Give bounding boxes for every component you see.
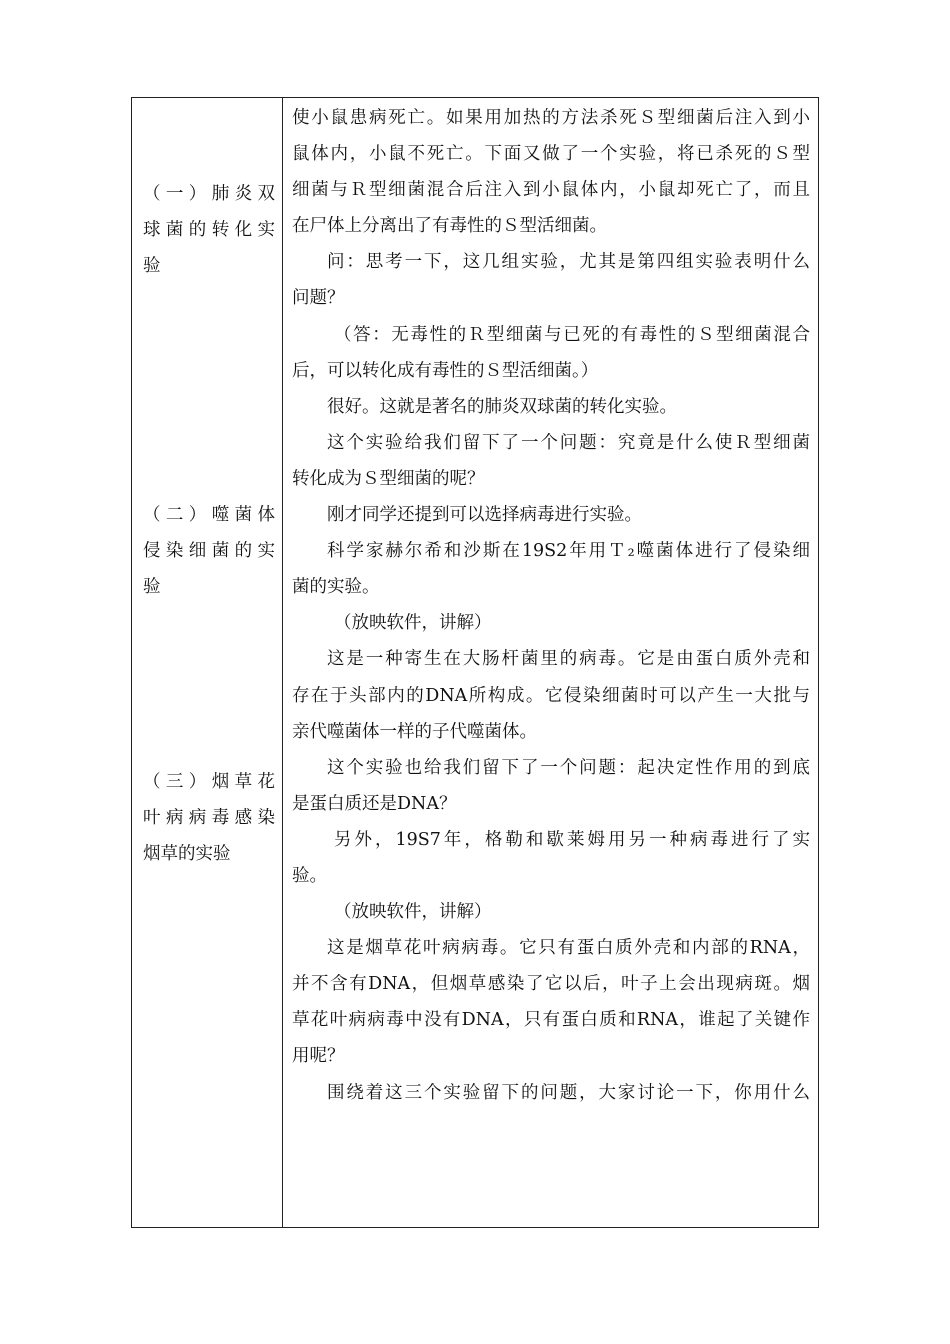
section-label-bacteriophage (143, 497, 275, 605)
text-line: 围绕着这三个实验留下的问题，大家讨论一下，你用什么 (327, 1082, 810, 1103)
text-line: 科学家赫尔希和沙斯在19S2年用Ｔ₂噬菌体进行了侵染细 (327, 541, 810, 562)
section-label-line: 球菌的转化实 (143, 220, 275, 240)
text-line: 细菌与Ｒ型细菌混合后注入到小鼠体内，小鼠却死亡了，而且 (292, 180, 810, 201)
paragraph-virus-mention (292, 497, 810, 533)
text-line: （答：无毒性的Ｒ型细菌与已死的有毒性的Ｓ型细菌混合 (334, 324, 810, 345)
section-label-tobacco-mosaic (143, 764, 275, 872)
section-column (132, 98, 282, 1227)
section-label-line: 烟草的实验 (143, 844, 231, 864)
text-line: 并不含有DNA，但烟草感染了它以后，叶子上会出现病斑。烟 (292, 974, 810, 995)
section-label-line: （二）噬菌体 (143, 505, 275, 525)
paragraph-transformation-question (292, 425, 810, 497)
text-line: 用呢？ (292, 1046, 345, 1067)
text-line: （放映软件，讲解） (334, 902, 492, 923)
paragraph-play-software (292, 605, 810, 641)
text-line: 转化成为Ｓ型细菌的呢？ (292, 468, 485, 489)
paragraph-question (292, 244, 810, 316)
section-label-line: 验 (143, 256, 161, 276)
text-line: 亲代噬菌体一样的子代噬菌体。 (292, 721, 537, 742)
text-line: 问：思考一下，这几组实验，尤其是第四组实验表明什么 (327, 252, 810, 273)
text-line: 另外，19S7年，格勒和歇莱姆用另一种病毒进行了实 (334, 829, 810, 850)
paragraph-another-virus (292, 822, 810, 894)
column-divider (282, 98, 283, 1227)
text-line: 鼠体内，小鼠不死亡。下面又做了一个实验，将已杀死的Ｓ型 (292, 144, 810, 165)
paragraph-hershey-chase (292, 533, 810, 605)
text-line: 这个实验给我们留下了一个问题：究竟是什么使Ｒ型细菌 (327, 432, 810, 453)
text-line: 存在于头部内的DNA所构成。它侵染细菌时可以产生一大批与 (292, 685, 810, 706)
text-line: 验。 (292, 865, 327, 886)
text-line: （放映软件，讲解） (334, 613, 492, 634)
paragraph-praise (292, 389, 810, 425)
section-label-pneumococcus (143, 176, 275, 284)
text-line: 刚才同学还提到可以选择病毒进行实验。 (327, 505, 642, 526)
text-line: 在尸体上分离出了有毒性的Ｓ型活细菌。 (292, 216, 607, 237)
paragraph-play-software-2 (292, 894, 810, 930)
text-line: 问题？ (292, 288, 345, 309)
text-line: 后，可以转化成有毒性的Ｓ型活细菌。） (292, 360, 599, 381)
paragraph-discussion (292, 1075, 810, 1111)
text-line: 是蛋白质还是DNA？ (292, 793, 457, 814)
text-line: 菌的实验。 (292, 577, 380, 598)
text-line: 很好。这就是著名的肺炎双球菌的转化实验。 (327, 396, 677, 417)
text-line: 这是烟草花叶病病毒。它只有蛋白质外壳和内部的RNA， (327, 938, 810, 959)
section-label-line: （三）烟草花 (143, 772, 275, 792)
paragraph-experiment-description (292, 100, 810, 244)
paragraph-phage-description (292, 641, 810, 749)
text-line: 这个实验也给我们留下了一个问题：起决定性作用的到底 (327, 757, 810, 778)
section-label-line: 侵染细菌的实 (143, 541, 275, 561)
paragraph-protein-or-dna (292, 750, 810, 822)
text-line: 草花叶病病毒中没有DNA，只有蛋白质和RNA，谁起了关键作 (292, 1010, 810, 1031)
section-label-line: 叶病病毒感染 (143, 808, 275, 828)
text-line: 这是一种寄生在大肠杆菌里的病毒。它是由蛋白质外壳和 (327, 649, 810, 670)
section-label-line: （一）肺炎双 (143, 184, 275, 204)
section-label-line: 验 (143, 577, 161, 597)
lesson-table (131, 97, 819, 1228)
lesson-content (292, 100, 810, 1111)
text-line: 使小鼠患病死亡。如果用加热的方法杀死Ｓ型细菌后注入到小 (292, 108, 810, 128)
paragraph-tmv-description (292, 930, 810, 1074)
paragraph-answer (292, 317, 810, 389)
